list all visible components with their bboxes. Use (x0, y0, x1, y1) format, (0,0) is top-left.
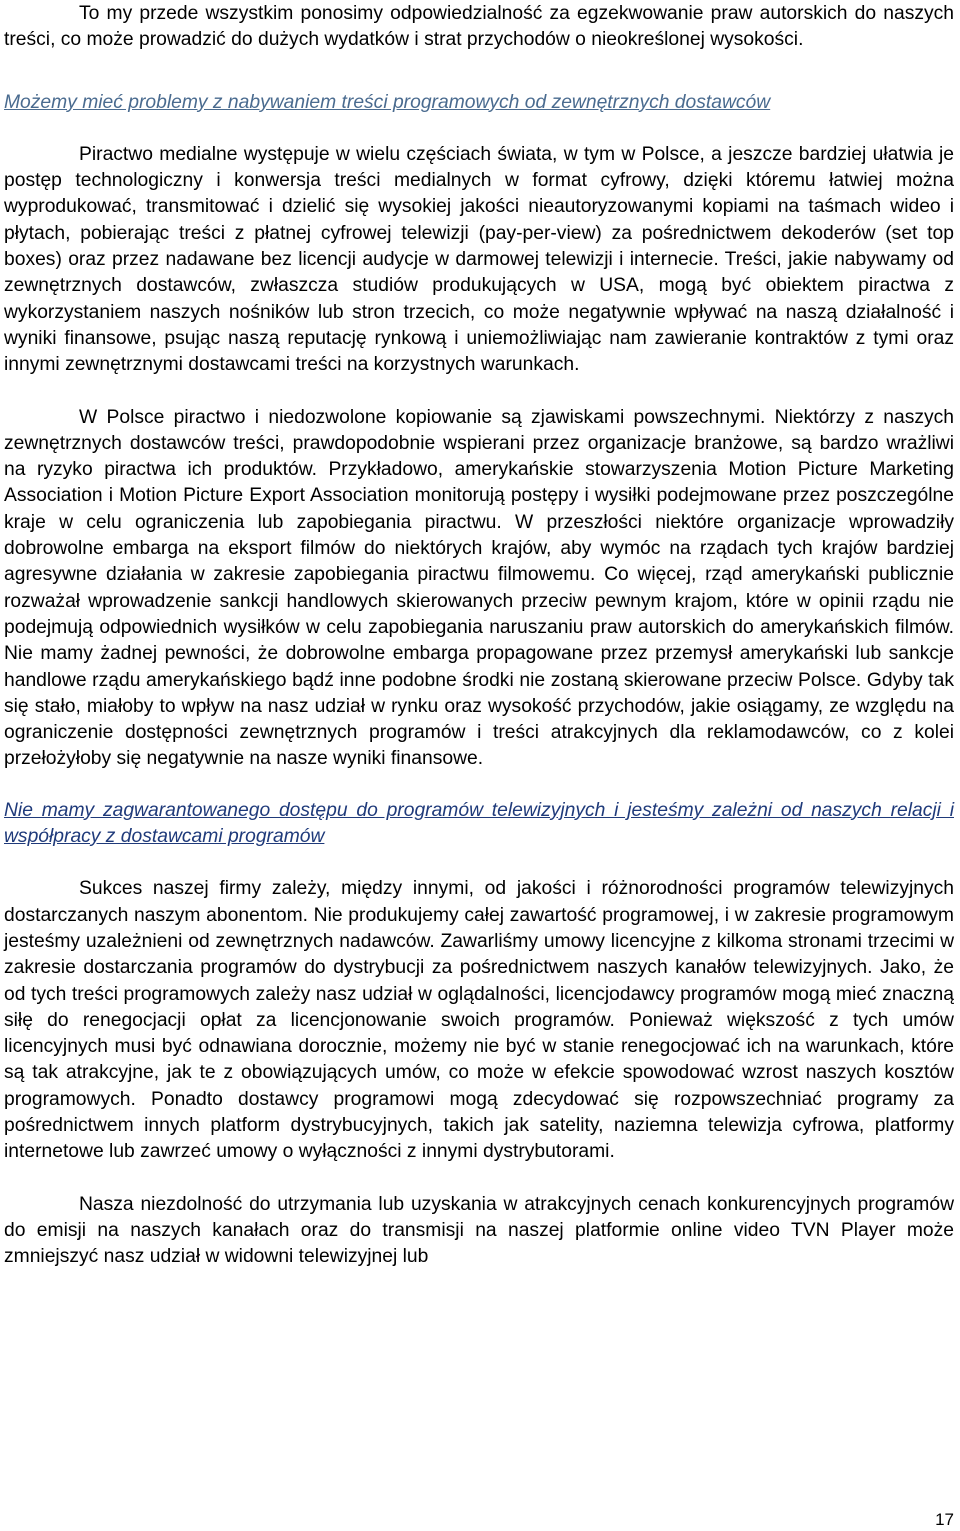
access-paragraph-2: Nasza niezdolność do utrzymania lub uzyskania w atrakcyjnych cenach konkurencyjnych programów do emisji na naszych kanałach oraz do transmisji na naszej platformie online video TVN Player może zmniejszyć nasz udział w widowni telewizyjnej lub (4, 1193, 954, 1268)
access-paragraph-1: Sukces naszej firmy zależy, między innymi, od jakości i różnorodności programów telewizyjnych dostarczanych naszym abonentom. Nie produkujemy całej zawartość programowej, i w zakresie programowym jesteśmy uzależnieni od zewnętrznych nadawców. Zawarliśmy umowy licencyjne z kilkoma stronami trzecimi w zakresie dostarczania programów do dystrybucji za pośrednictwem naszych kanałów telewizyjnych. Jako, że od tych treści programowych zależy nasz udział w oglądalności, licencjodawcy programów mogą mieć znaczną siłę do renegocjacji opłat za licencjonowanie swoich programów. Ponieważ większość z tych umów licencyjnych musi być odnawiana dorocznie, możemy nie być w stanie renegocjować ich na warunkach, które są tak atrakcyjne, jak te z obowiązujących umów, co może w efekcie spowodować wzrost naszych kosztów programowych. Ponadto dostawcy programowi mogą zdecydować się rozpowszechniać programy za pośrednictwem innych platform dystrybucyjnych, takich jak satelity, naziemna telewizja cyfrowa, platformy internetowe lub zawrzeć umowy o wyłączności z innymi dystrybutorami. (4, 878, 954, 1163)
section-heading-piracy: Możemy mieć problemy z nabywaniem treści programowych od zewnętrznych dostawców (4, 91, 771, 113)
document-page (4, 0, 954, 1270)
section-heading-access: Nie mamy zagwarantowanego dostępu do programów telewizyjnych i jesteśmy zależni od naszych relacji i współpracy z dostawcami programów (4, 799, 954, 848)
piracy-paragraph-2: W Polsce piractwo i niedozwolone kopiowanie są zjawiskami powszechnymi. Niektórzy z naszych zewnętrznych dostawców treści, prawdopodobnie wspierani przez organizacje branżowe, są bardzo wrażliwi na ryzyko piractwa ich produktów. Przykładowo, amerykańskie stowarzyszenia Motion Picture Marketing Association i Motion Picture Export Association monitorują postępy i wysiłki podejmowane przez poszczególne kraje w celu ograniczenia lub zapobiegania piractwu. W przeszłości niektóre organizacje wprowadziły dobrowolne embarga na eksport filmów do niektórych krajów, aby wymóc na rządach tych krajów bardziej agresywne działania w zakresie zapobiegania piractwu filmowemu. Co więcej, rząd amerykański publicznie rozważał wprowadzenie sankcji handlowych skierowanych przeciw pewnym krajom, które w opinii rządu nie podejmują odpowiednich wysiłków w celu zapobiegania naruszaniu praw autorskich do amerykańskich filmów. Nie mamy żadnej pewności, że dobrowolne embarga propagowane przez przemysł amerykański lub sankcje handlowe rządu amerykańskiego bądź inne podobne środki nie zostaną skierowane przeciw Polsce. Gdyby tak się stało, miałoby to wpływ na nasz udział w rynku oraz wysokość przychodów, jakie osiągamy, ze względu na ograniczenie dostępności zewnętrznych programów i treści atrakcyjnych dla reklamodawców, co z kolei przełożyłoby się negatywnie na nasze wyniki finansowe. (4, 406, 954, 770)
intro-paragraph: To my przede wszystkim ponosimy odpowiedzialność za egzekwowanie praw autorskich do naszych treści, co może prowadzić do dużych wydatków i strat przychodów o nieokreślonej wysokości. (4, 3, 954, 51)
piracy-paragraph-1: Piractwo medialne występuje w wielu częściach świata, w tym w Polsce, a jeszcze bardziej ułatwia je postęp technologiczny i konwersja treści medialnych w format cyfrowy, dzięki któremu łatwiej można wyprodukować, transmitować i dzielić się wysokiej jakości nieautoryzowanymi kopiami na taśmach wideo i płytach, pobierając treści z płatnej cyfrowej telewizji (pay-per-view) za pośrednictwem dekoderów (set top boxes) oraz przez nadawane bez licencji audycje w darmowej telewizji i internecie. Treści, jakie nabywamy od zewnętrznych dostawców, zwłaszcza studiów produkujących w USA, mogą być obiektem piractwa z wykorzystaniem naszych nośników lub stron trzecich, co może negatywnie wpływać na naszą działalność i wyniki finansowe, psując naszą reputację rynkową i uniemożliwiając nam zawieranie kontraktów z tymi oraz innymi zewnętrznymi dostawcami treści na korzystnych warunkach. (4, 143, 954, 376)
page-number: 17 (935, 1510, 954, 1529)
